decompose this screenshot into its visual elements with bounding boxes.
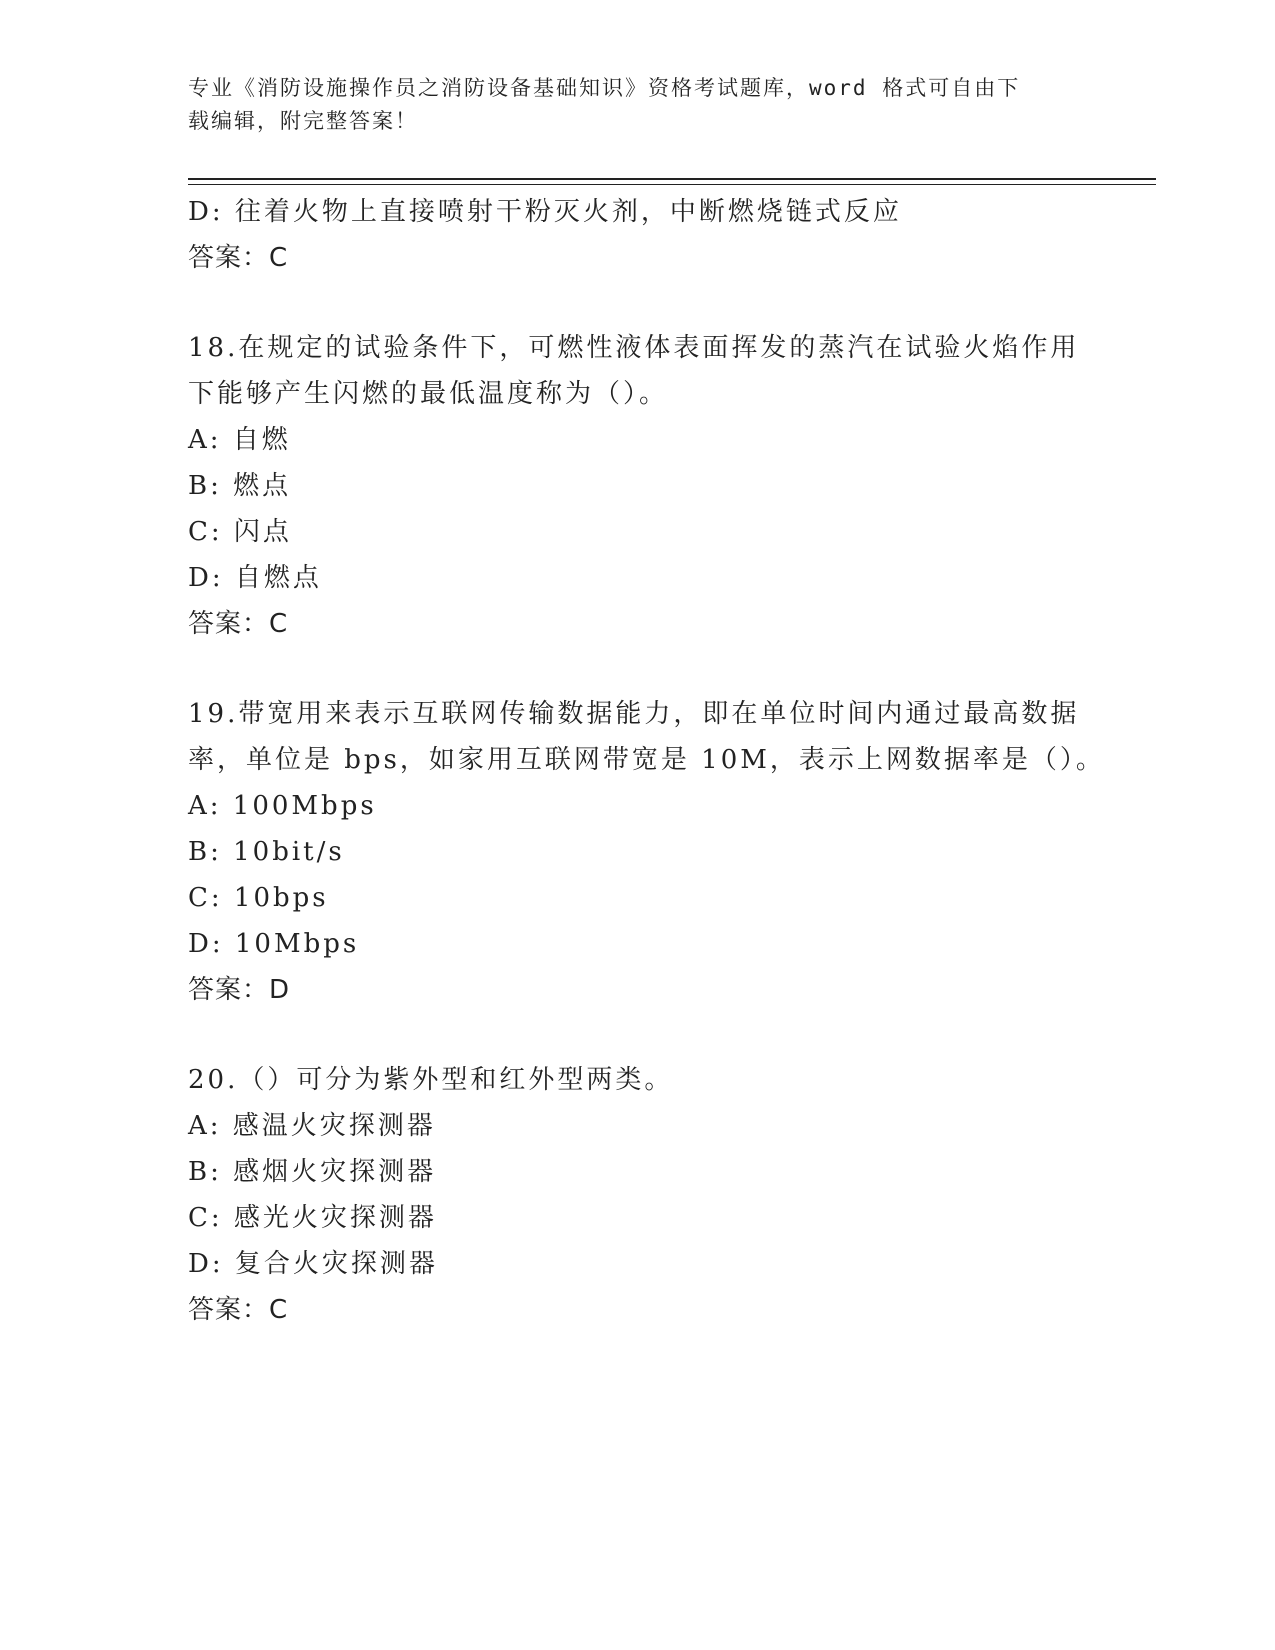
option-c: C: 感光火灾探测器 — [188, 1203, 437, 1233]
option-a: A: 自燃 — [188, 425, 291, 455]
spacer — [188, 281, 1088, 325]
question-19 — [188, 691, 1105, 1013]
answer-line: 答案：C — [188, 243, 289, 273]
question-list — [188, 189, 1105, 1333]
option-b: B: 感烟火灾探测器 — [188, 1157, 437, 1187]
header-line-2: 载编辑，附完整答案！ — [188, 109, 418, 133]
option-b: B: 10bit/s — [188, 837, 345, 867]
spacer — [188, 1013, 1088, 1057]
question-18 — [188, 325, 1088, 647]
option-d: D: 往着火物上直接喷射干粉灭火剂，中断燃烧链式反应 — [188, 197, 902, 227]
option-d: D: 10Mbps — [188, 929, 360, 959]
question-stem: 率，单位是 bps，如家用互联网带宽是 10M，表示上网数据率是（）。 — [188, 745, 1105, 775]
header-divider-thin — [188, 184, 1156, 185]
option-d: D: 复合火灾探测器 — [188, 1249, 438, 1279]
option-b: B: 燃点 — [188, 471, 292, 501]
spacer — [188, 647, 1088, 691]
option-c: C: 闪点 — [188, 517, 292, 547]
answer-line: 答案：D — [188, 975, 291, 1005]
header-divider-thick — [188, 178, 1156, 180]
answer-line: 答案：C — [188, 1295, 289, 1325]
option-d: D: 自燃点 — [188, 563, 322, 593]
answer-line: 答案：C — [188, 609, 289, 639]
option-c: C: 10bps — [188, 883, 329, 913]
question-stem: 19.带宽用来表示互联网传输数据能力，即在单位时间内通过最高数据 — [188, 699, 1080, 729]
question-20 — [188, 1057, 1088, 1333]
header-line-1: 专业《消防设施操作员之消防设备基础知识》资格考试题库，word 格式可自由下 — [188, 76, 1021, 100]
question-stem: 下能够产生闪燃的最低温度称为（）。 — [188, 379, 669, 409]
document-header — [188, 72, 1068, 138]
option-a: A: 感温火灾探测器 — [188, 1111, 436, 1141]
question-stem: 18.在规定的试验条件下，可燃性液体表面挥发的蒸汽在试验火焰作用 — [188, 333, 1080, 363]
carryover-question — [188, 189, 1088, 281]
question-stem: 20.（）可分为紫外型和红外型两类。 — [188, 1065, 674, 1095]
option-a: A: 100Mbps — [188, 791, 377, 821]
